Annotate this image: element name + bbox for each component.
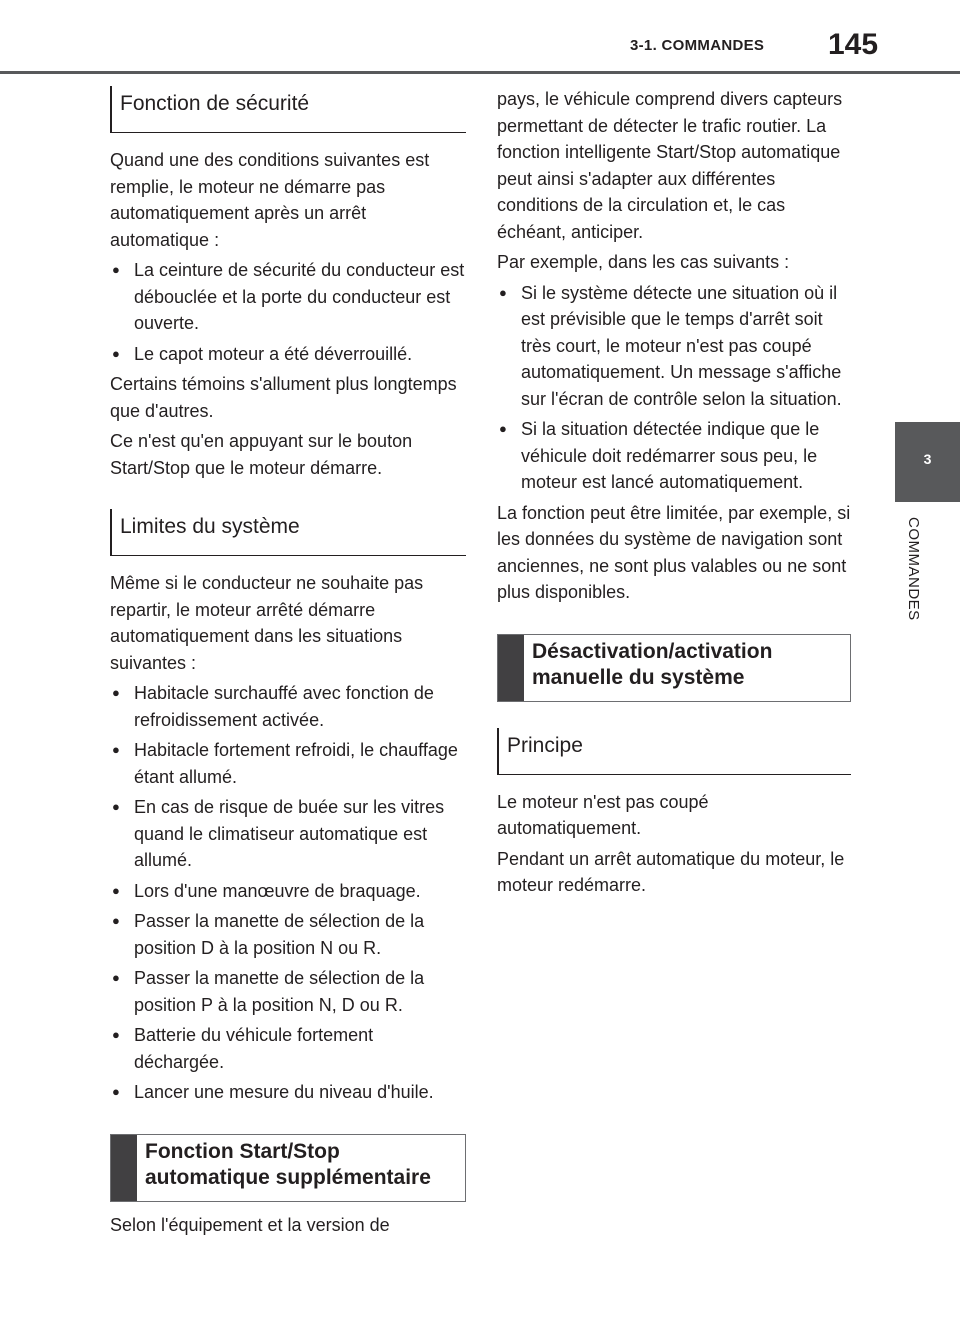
list-item: ● Passer la manette de sélection de la position P à la position N, D ou R. (110, 965, 466, 1018)
list-item: ● La ceinture de sécurité du conducteur est débouclée et la porte du conducteur est ouverte. (110, 257, 466, 337)
paragraph: Pendant un arrêt automatique du moteur, le moteur redémarre. (497, 848, 845, 895)
heading-additional-start-stop: Fonction Start/Stop automatique supplémentaire (110, 1134, 466, 1202)
section-title: 3-1. COMMANDES (630, 37, 765, 54)
list-item: ● En cas de risque de buée sur les vitres quand le climatiseur automatique est allumé. (110, 794, 466, 874)
left-column (110, 86, 466, 1242)
heading-principle: Principe (497, 728, 851, 775)
chapter-tab-label: COMMANDES (905, 517, 922, 621)
page-number: 145 (828, 28, 879, 61)
heading-bar (498, 635, 524, 701)
paragraph: Quand une des conditions suivantes est remplie, le moteur ne démarre pas automatiquement après un arrêt automatique : (110, 150, 430, 250)
header-rule (0, 71, 960, 74)
bullet-list (110, 257, 466, 367)
right-column (497, 86, 851, 903)
list-item: ● Lors d'une manœuvre de braquage. (110, 878, 466, 905)
heading-bar (111, 1135, 137, 1201)
list-item: ● Habitacle surchauffé avec fonction de refroidissement activée. (110, 680, 466, 733)
paragraph: Même si le conducteur ne souhaite pas repartir, le moteur arrêté démarre automatiquement dans les situations suivantes : (110, 573, 424, 673)
list-item: ● Si la situation détectée indique que le véhicule doit redémarrer sous peu, le moteur est lancé automatiquement. (497, 416, 851, 496)
list-item: ● Le capot moteur a été déverrouillé. (110, 341, 466, 368)
bullet-list (110, 680, 466, 1106)
list-item: ● Batterie du véhicule fortement déchargée. (110, 1022, 466, 1075)
list-item: ● Lancer une mesure du niveau d'huile. (110, 1079, 466, 1106)
list-item: ● Si le système détecte une situation où il est prévisible que le temps d'arrêt soit très court, le moteur n'est pas coupé automatiquement. Un message s'affiche sur l'écran de contrôle selon la situation. (497, 280, 851, 413)
bullet-list (497, 280, 851, 496)
list-item: ● Habitacle fortement refroidi, le chauffage étant allumé. (110, 737, 466, 790)
paragraph: pays, le véhicule comprend divers capteurs permettant de détecter le trafic routier. La fonction intelligente Start/Stop automatique peut ainsi s'adapter aux différentes conditions de la circulation et, le cas échéant, anticiper. (497, 89, 843, 242)
heading-security-function: Fonction de sécurité (110, 86, 466, 133)
heading-system-limits: Limites du système (110, 509, 466, 556)
chapter-tab-number: 3 (923, 451, 932, 467)
paragraph: Ce n'est qu'en appuyant sur le bouton Start/Stop que le moteur démarre. (110, 431, 413, 478)
paragraph: Certains témoins s'allument plus longtemps que d'autres. (110, 374, 457, 421)
paragraph: Le moteur n'est pas coupé automatiquement. (497, 791, 709, 838)
paragraph: Par exemple, dans les cas suivants : (497, 252, 790, 272)
paragraph: La fonction peut être limitée, par exemple, si les données du système de navigation sont anciennes, ne sont plus valables ou ne sont plus disponibles. (497, 502, 851, 602)
list-item: ● Passer la manette de sélection de la position D à la position N ou R. (110, 908, 466, 961)
paragraph: Selon l'équipement et la version de (110, 1214, 390, 1235)
heading-manual-deactivation: Désactivation/activation manuelle du système (497, 634, 851, 702)
